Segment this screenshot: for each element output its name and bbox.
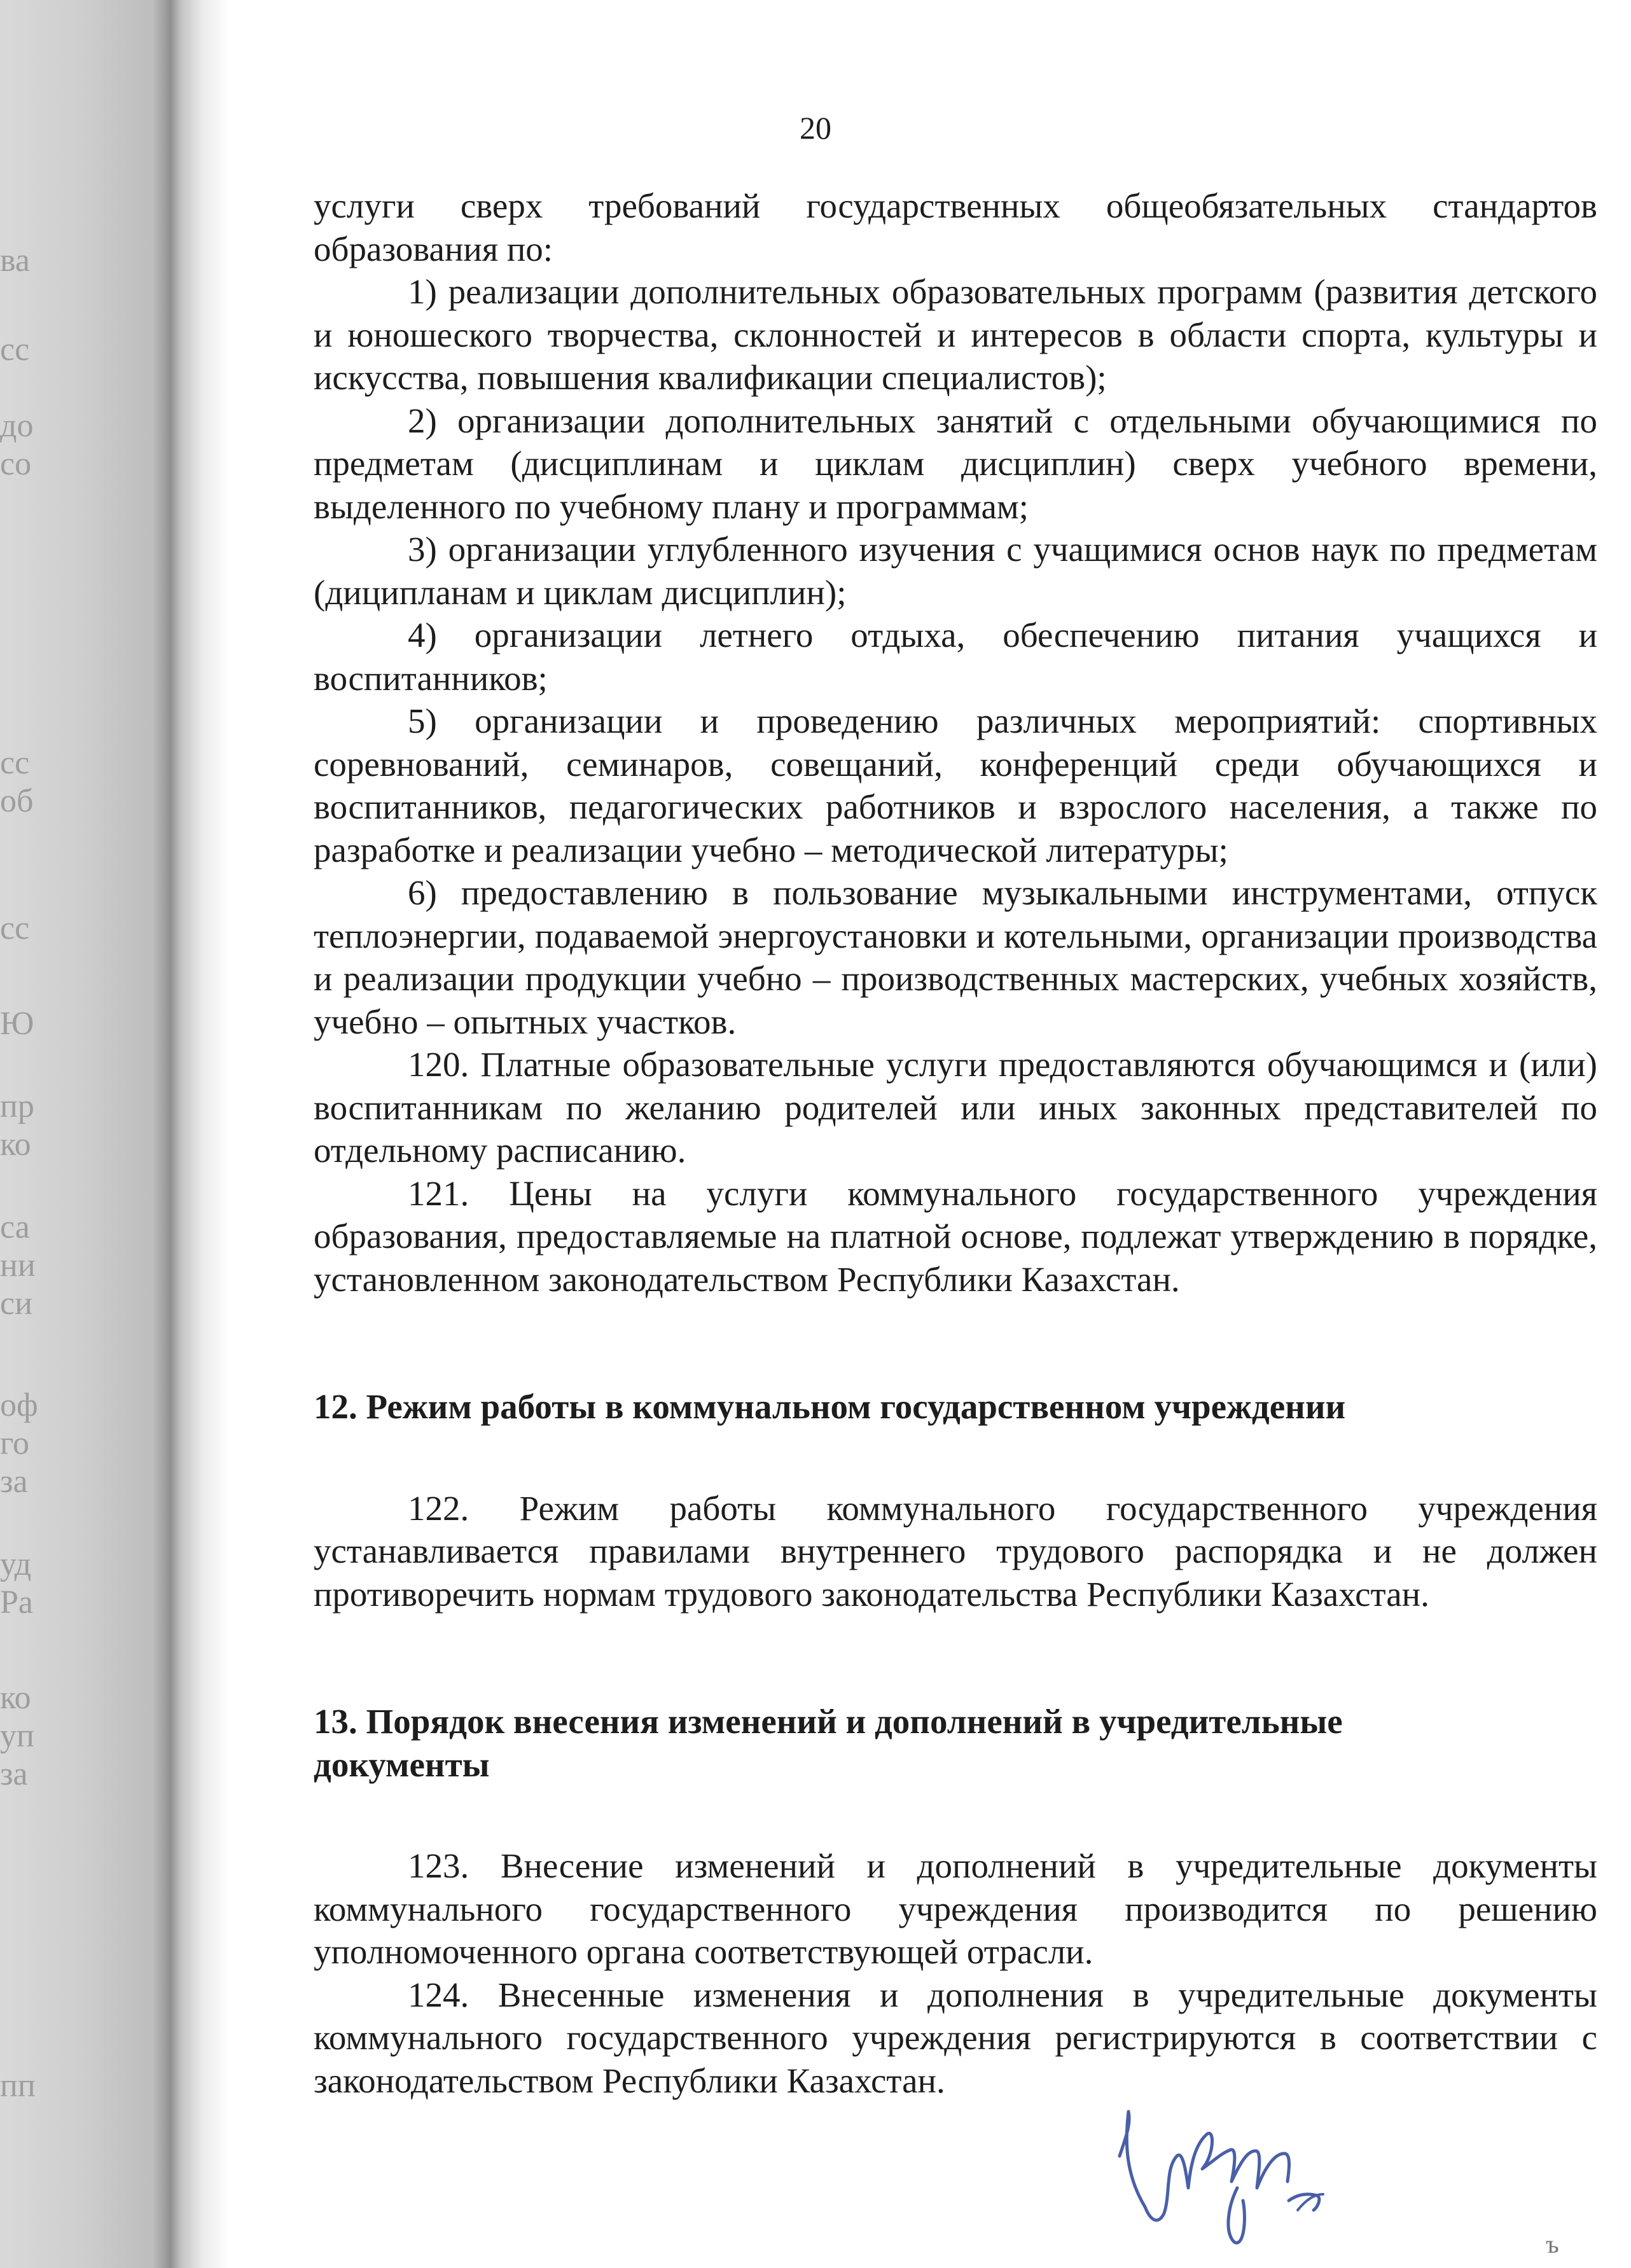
document-body: [314, 184, 1597, 2102]
section-heading-12: 12. Режим работы в коммунальном государственном учреждении: [314, 1387, 1346, 1426]
section-heading-13-line2: документы: [314, 1745, 490, 1784]
margin-fragment: си: [0, 1285, 32, 1322]
paragraph-continuation: услуги сверх требований государственных общеобязательных стандартов образования по:: [314, 186, 1597, 268]
section-spacer: [314, 1786, 1597, 1844]
section-heading-13: [314, 1700, 1597, 1786]
paragraph-120: 120. Платные образовательные услуги предоставляются обучающимся и (или) воспитанникам по желанию родителей или иных законных представителей по отдельному расписанию.: [314, 1045, 1597, 1170]
margin-fragment: сс: [0, 910, 30, 946]
margin-fragment: ва: [0, 242, 30, 279]
margin-fragment: ни: [0, 1247, 36, 1283]
margin-fragment: за: [0, 1463, 28, 1500]
margin-fragment: ко: [0, 1680, 31, 1716]
handwritten-signature: [1107, 2099, 1336, 2251]
margin-fragment: уп: [0, 1718, 34, 1754]
paragraph-122: 122. Режим работы коммунального государственного учреждения устанавливается правилами внутреннего трудового распорядка и не должен противоречить нормам трудового законодательства Республики Казахстан.: [314, 1488, 1597, 1614]
list-item-4: 4) организации летнего отдыха, обеспечению питания учащихся и воспитанников;: [314, 616, 1597, 698]
margin-fragment: за: [0, 1756, 28, 1792]
margin-fragment: до: [0, 408, 34, 444]
margin-fragment: уд: [0, 1546, 32, 1582]
list-item-2: 2) организации дополнительных занятий с отдельными обучающимися по предметам (дисциплинам и циклам дисциплин) сверх учебного времени, выделенного по учебному плану и программам;: [314, 401, 1597, 526]
list-item-6: 6) предоставлению в пользование музыкальными инструментами, отпуск теплоэнергии, подаваемой энергоустановки и котельными, организации производства и реализации продукции учебно – производственных мастерских, учебных хозяйств, учебно – опытных участков.: [314, 873, 1597, 1041]
page-number: 20: [800, 110, 831, 146]
list-item-3: 3) организации углубленного изучения с учащимися основ наук по предметам (диципланам и циклам дисциплин);: [314, 530, 1597, 612]
margin-fragment: Ю: [0, 1006, 34, 1042]
margin-fragment: об: [0, 783, 34, 819]
list-item-1: 1) реализации дополнительных образовательных программ (развития детского и юношеского творчества, склонностей и интересов в области спорта, культуры и искусства, повышения квалификации специалистов);: [314, 272, 1597, 397]
margin-fragment: пп: [0, 2068, 36, 2104]
list-item-5: 5) организации и проведению различных мероприятий: спортивных соревнований, семинаров, совещаний, конференций среди обучающихся и воспитанников, педагогических работников и взрослого населения, а также по разработке и реализации учебно – методической литературы;: [314, 702, 1597, 869]
margin-fragment: пр: [0, 1088, 34, 1124]
margin-fragment: сс: [0, 745, 30, 781]
margin-fragment: ко: [0, 1126, 31, 1163]
section-heading-13-line1: 13. Порядок внесения изменений и дополнений в учредительные: [314, 1702, 1343, 1741]
margin-fragment: сс: [0, 331, 30, 368]
margin-fragment: оф: [0, 1387, 38, 1423]
margin-fragment: Ра: [0, 1584, 33, 1621]
section-spacer: [314, 1428, 1597, 1487]
margin-fragment: са: [0, 1209, 30, 1245]
margin-fragment: со: [0, 446, 32, 482]
previous-page-bleed: [0, 0, 165, 2268]
paragraph-123: 123. Внесение изменений и дополнений в учредительные документы коммунального государственного учреждения производится по решению уполномоченного органа соответствующей отрасли.: [314, 1846, 1597, 1971]
paragraph-121: 121. Цены на услуги коммунального государственного учреждения образования, предоставляемые на платной основе, подлежат утверждению в порядке, установленном законодательством Республики Казахстан.: [314, 1173, 1597, 1299]
margin-fragment: го: [0, 1425, 30, 1462]
section-spacer: [314, 1301, 1597, 1385]
section-spacer: [314, 1615, 1597, 1700]
corner-mark: ъ: [1546, 2230, 1559, 2258]
paragraph-124: 124. Внесенные изменения и дополнения в учредительные документы коммунального государственного учреждения регистрируются в соответствии с законодательством Республики Казахстан.: [314, 1975, 1597, 2100]
